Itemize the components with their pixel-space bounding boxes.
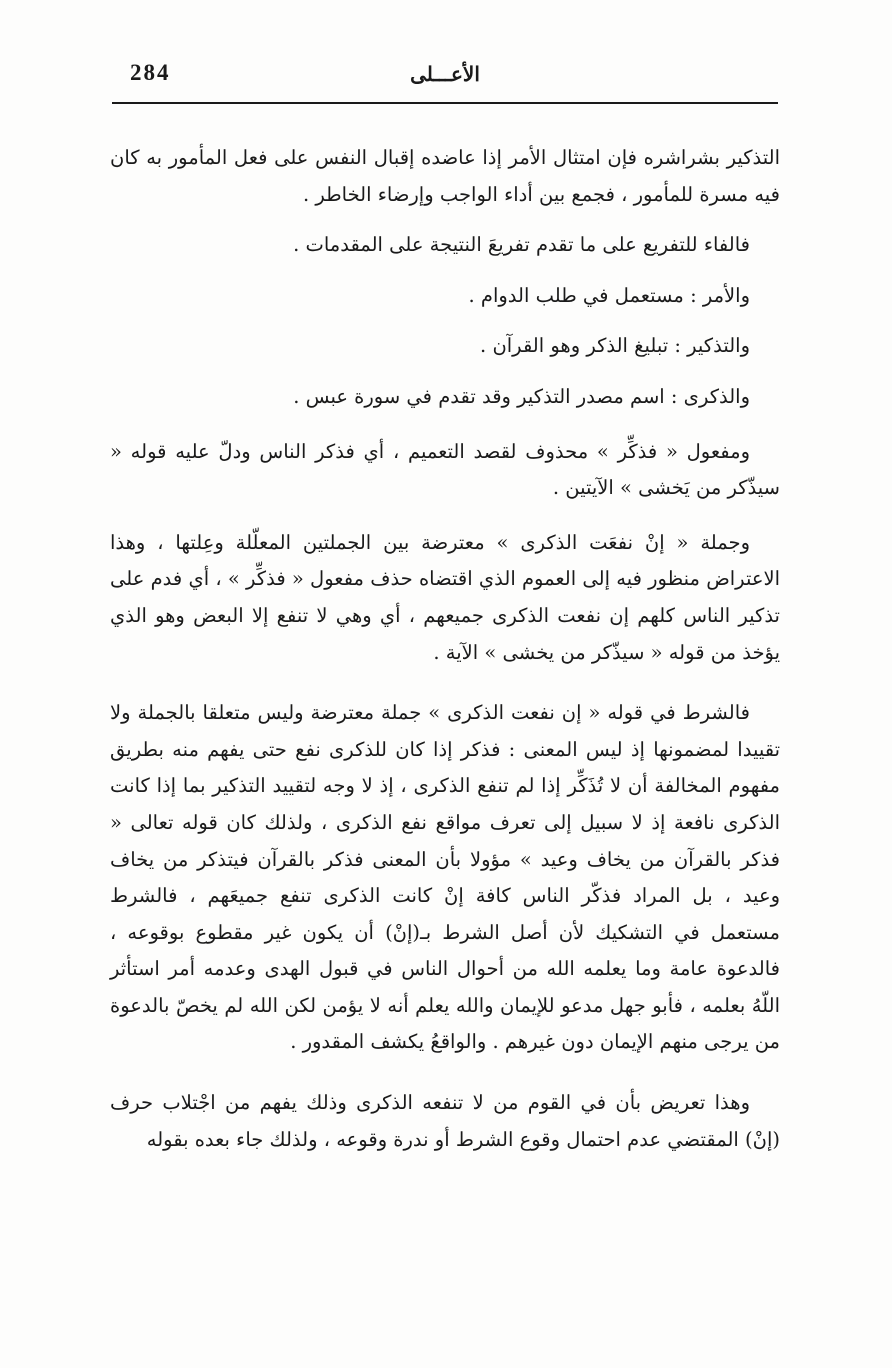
paragraph-dhikra-definition: والذكرى : اسم مصدر التذكير وقد تقدم في سورة عبس . bbox=[293, 384, 750, 408]
body-text bbox=[110, 140, 780, 1158]
paragraph-fa-explanation: فالفاء للتفريع على ما تقدم تفريعَ النتيجة على المقدمات . bbox=[293, 233, 750, 257]
page-header bbox=[112, 58, 778, 102]
paragraph-condition: فالشرط في قوله « إن نفعت الذكرى » جملة معترضة وليس متعلقا بالجملة ولا تقييدا لمضمونها إذ ليس المعنى : فذكر إذا كان للذكرى نفع حتى يفهم منه بطريق مفهوم المخالفة أن لا تُذَكِّر إذا لم تنفع الذكرى ، إذ لا وجه لتقييد التذكير بما إذا كانت الذكرى نافعة إذ لا سبيل إلى تعرف مواقع نفع الذكرى ، ولذلك كان قوله تعالى « فذكر بالقرآن من يخاف وعيد » مؤولا بأن المعنى فذكر بالقرآن فيتذكر من يخاف وعيد ، بل المراد فذكّر الناس كافة إنْ كانت الذكرى تنفع جميعَهم ، فالشرط مستعمل في التشكيك لأن أصل الشرط بـ(إنْ) أن يكون غير مقطوع بوقوعه ، فالدعوة عامة وما يعلمه الله من أحوال الناس في قبول الهدى وعدمه أمر استأثر اللّهُ بعلمه ، فأبو جهل مدعو للإيمان والله يعلم أنه لا يؤمن لكن الله لم يخصّ بالدعوة من يرجى منهم الإيمان دون غيرهم . والواقعُ يكشف المقدور . bbox=[110, 701, 780, 1054]
paragraph-allusion: وهذا تعريض بأن في القوم من لا تنفعه الذكرى وذلك يفهم من اجْتلاب حرف (إنْ) المقتضي عدم احتمال وقوع الشرط أو ندرة وقوعه ، ولذلك جاء بعده بقوله bbox=[110, 1091, 780, 1151]
paragraph-continuation: التذكير بشراشره فإن امتثال الأمر إذا عاضده إقبال النفس على فعل المأمور به كان فيه مسرة للمأمور ، فجمع بين أداء الواجب وإرضاء الخاطر . bbox=[110, 146, 780, 206]
header-rule bbox=[112, 102, 778, 104]
running-title: الأعـــلى bbox=[410, 62, 480, 86]
paragraph-parenthetical-clause: وجملة « إنْ نفعَت الذكرى » معترضة بين الجملتين المعلّلة وعِلتها ، وهذا الاعتراض منظور فيه إلى العموم الذي اقتضاه حذف مفعول « فذكِّر » ، أي فدم على تذكير الناس كلهم إن نفعت الذكرى جميعهم ، أي وهي لا تنفع إلا البعض وهو الذي يؤخذ من قوله « سيذّكر من يخشى » الآية . bbox=[110, 530, 780, 664]
paragraph-object-omitted: ومفعول « فذكِّر » محذوف لقصد التعميم ، أي فذكر الناس ودلّ عليه قوله « سيذّكر من يَخشى » الآيتين . bbox=[110, 439, 780, 500]
page-number: 284 bbox=[130, 60, 171, 85]
paragraph-tadhkir-definition: والتذكير : تبليغ الذكر وهو القرآن . bbox=[480, 334, 750, 358]
paragraph-amr-definition: والأمر : مستعمل في طلب الدوام . bbox=[468, 283, 750, 307]
